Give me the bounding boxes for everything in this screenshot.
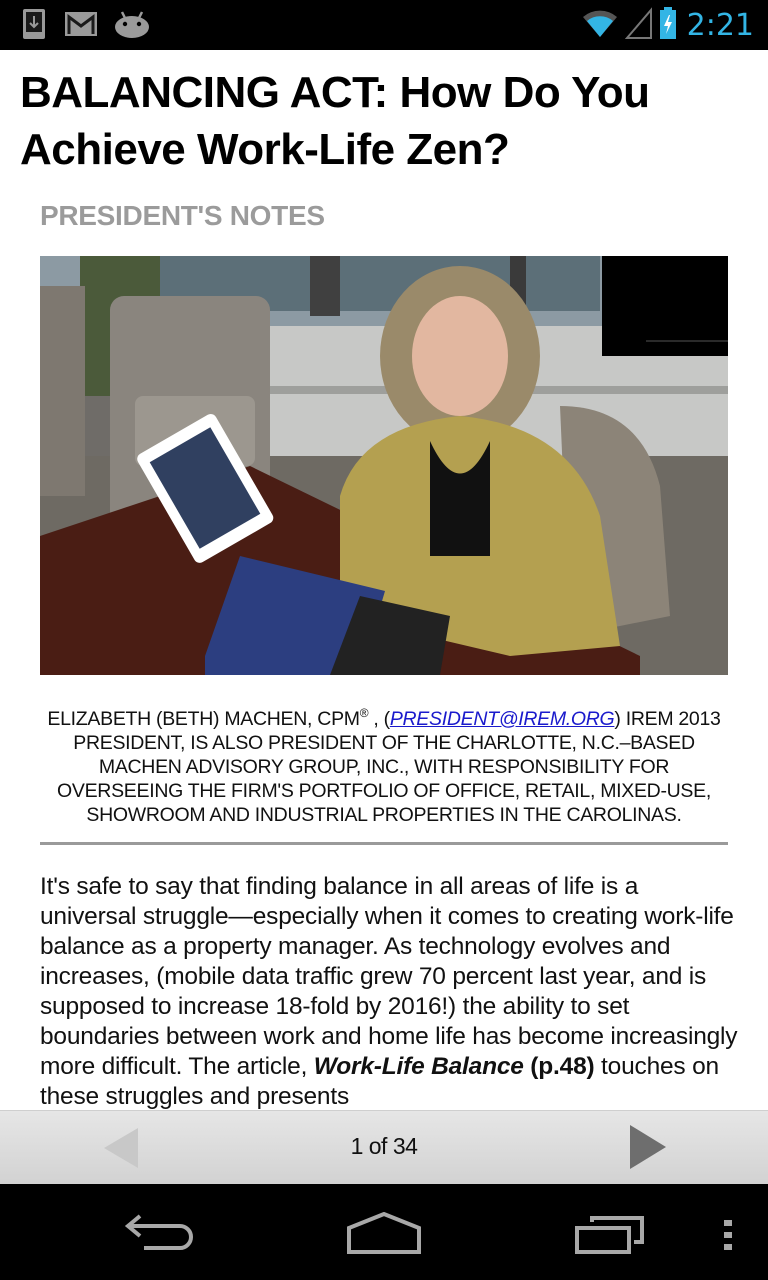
cell-signal-icon (625, 7, 653, 44)
photo-caption (40, 701, 728, 827)
article-body (40, 872, 740, 1110)
back-icon (124, 1208, 196, 1252)
battery-charging-icon (659, 6, 677, 45)
home-button[interactable] (346, 1212, 422, 1259)
body-text: It's safe to say that finding balance in all areas of life is a universal struggle—especially when it comes to creating work-life balance as a property manager. As technology evolves and increases, (mobile data traffic grew 70 percent last year, and is supposed to increase 18-fold by 2016!) the ability to set boundaries between work and home life has become increasingly more difficult. The article, (40, 873, 738, 1080)
caption-text: , ( (368, 708, 390, 730)
menu-button[interactable] (722, 1218, 734, 1257)
referenced-article-title: Work-Life Balance (313, 1053, 524, 1080)
recent-apps-icon (574, 1216, 646, 1254)
article-title: BALANCING ACT: How Do You Achieve Work-Life Zen? (20, 68, 650, 174)
email-link[interactable]: PRESIDENT@IREM.ORG (389, 708, 615, 730)
divider (40, 842, 728, 845)
section-label: PRESIDENT'S NOTES (40, 200, 325, 231)
status-bar (0, 0, 768, 50)
caption-text: ) IREM 2013 PRESIDENT, IS ALSO PRESIDENT OF THE CHARLOTTE, N.C.–BASED MACHEN ADVISORY GROUP, INC., WITH RESPONSIBILITY FOR OVERSEEING THE FIRM'S PORTFOLIO OF OFFICE, RETAIL, MIXED-USE, SHOWROOM AND INDUSTRIAL PROPERTIES IN THE CAROLINAS. (57, 708, 721, 826)
overflow-menu-icon (722, 1218, 734, 1252)
recent-apps-button[interactable] (574, 1216, 646, 1259)
page-navigator (0, 1110, 768, 1184)
next-page-button[interactable] (628, 1125, 668, 1169)
home-icon (346, 1212, 422, 1254)
body-text: touches on these struggles and presents (40, 1053, 719, 1110)
clock: 2:21 (686, 7, 754, 43)
download-notification-icon (22, 8, 48, 45)
android-icon (114, 10, 150, 43)
page-reference: (p.48) (523, 1053, 595, 1080)
arrow-right-icon (628, 1125, 668, 1169)
page-indicator: 1 of 34 (350, 1133, 418, 1159)
caption-text: ELIZABETH (BETH) MACHEN, CPM (47, 708, 360, 730)
article-photo (40, 256, 728, 675)
back-button[interactable] (124, 1208, 196, 1257)
gmail-icon (64, 11, 98, 42)
wifi-icon (581, 7, 619, 44)
system-nav-bar (0, 1184, 768, 1280)
article-view[interactable] (0, 50, 768, 1110)
registered-mark: ® (359, 706, 369, 720)
